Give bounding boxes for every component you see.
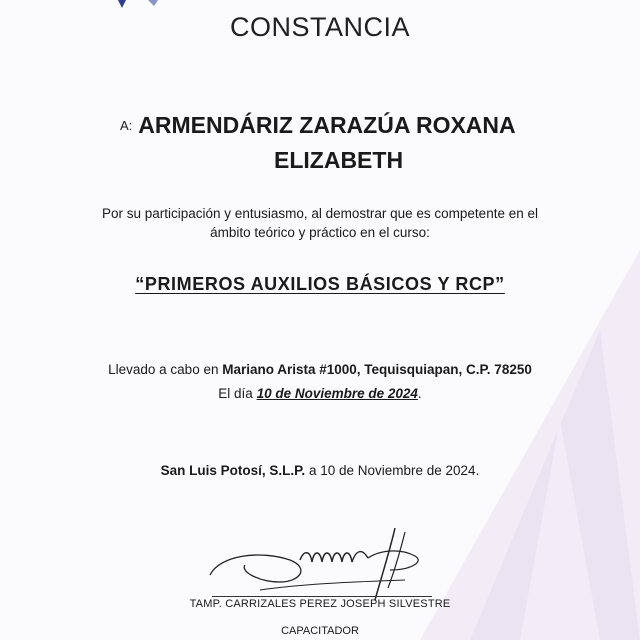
date-suffix: . xyxy=(417,386,422,401)
signer-role: CAPACITADOR xyxy=(281,625,359,637)
venue-address: Mariano Arista #1000, Tequisquiapan, C.P. 78250 xyxy=(222,362,532,377)
recipient-name xyxy=(120,108,540,177)
course-title: “PRIMEROS AUXILIOS BÁSICOS Y RCP” xyxy=(135,274,505,294)
venue-line xyxy=(0,361,640,379)
body-paragraph xyxy=(70,204,570,242)
body-line-1: Por su participación y entusiasmo, al demostrar que es competente en el xyxy=(102,206,538,221)
recipient-name-line2: ELIZABETH xyxy=(274,147,404,173)
event-date-line xyxy=(0,386,640,401)
event-date: 10 de Noviembre de 2024 xyxy=(256,386,418,401)
issue-place: San Luis Potosí, S.L.P. xyxy=(160,463,306,478)
date-prefix: El día xyxy=(218,386,257,401)
recipient-prefix: A: xyxy=(120,118,133,133)
recipient-name-line1: ARMENDÁRIZ ZARAZÚA ROXANA xyxy=(138,112,516,138)
document-title: CONSTANCIA xyxy=(229,12,410,42)
signature-line xyxy=(212,596,432,597)
issue-place-date xyxy=(0,463,640,478)
venue-prefix: Llevado a cabo en xyxy=(108,362,223,377)
issue-date: a 10 de Noviembre de 2024. xyxy=(305,463,480,478)
signer-name: TAMP. CARRIZALES PEREZ JOSEPH SILVESTRE xyxy=(189,598,451,610)
logo-mark xyxy=(118,0,158,8)
body-line-2: ámbito teórico y práctico en el curso: xyxy=(210,225,430,240)
